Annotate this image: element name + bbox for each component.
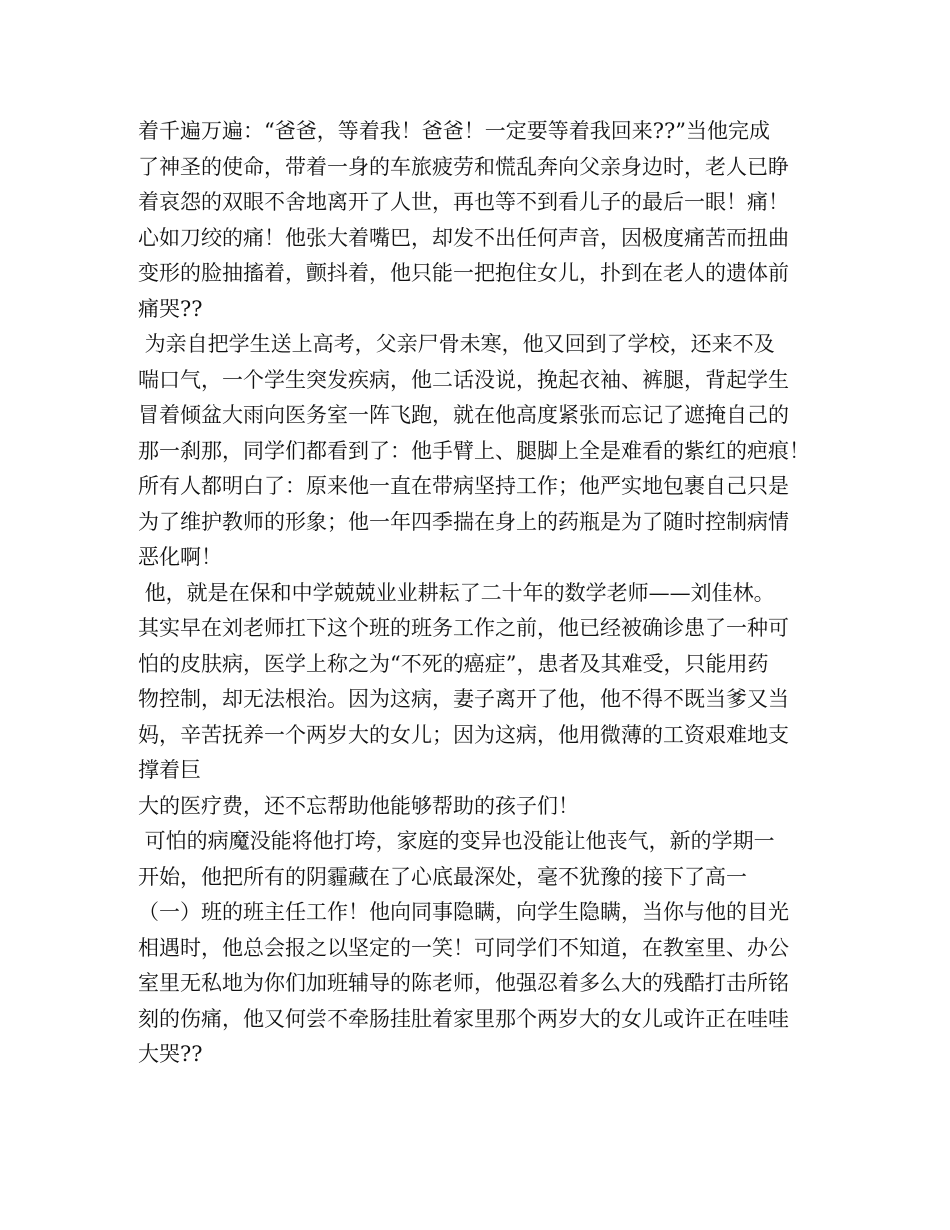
text-line: 变形的脸抽搐着，颤抖着，他只能一把抱住女儿，扑到在老人的遗体前 bbox=[138, 261, 789, 285]
text-line: 心如刀绞的痛！他张大着嘴巴，却发不出任何声音，因极度痛苦而扭曲 bbox=[138, 225, 789, 250]
text-line: 了神圣的使命，带着一身的车旅疲劳和慌乱奔向父亲身边时，老人已睁 bbox=[138, 154, 789, 179]
text-line: 痛哭?? bbox=[138, 296, 203, 321]
text-line: 着千遍万遍：“爸爸，等着我！爸爸！一定要等着我回来??”当他完成 bbox=[138, 119, 770, 143]
text-line: 着哀怨的双眼不舍地离开了人世，再也等不到看儿子的最后一眼！痛！ bbox=[138, 190, 789, 214]
text-line: 妈，辛苦抚养一个两岁大的女儿；因为这病，他用微薄的工资艰难地支 bbox=[138, 722, 789, 747]
text-line: 开始，他把所有的阴霾藏在了心底最深处，毫不犹豫的接下了高一 bbox=[138, 864, 747, 889]
text-line: 那一刹那，同学们都看到了：他手臂上、腿脚上全是难看的紫红的疤痕！ bbox=[138, 438, 810, 463]
text-line: 其实早在刘老师扛下这个班的班务工作之前，他已经被确诊患了一种可 bbox=[138, 616, 789, 640]
text-line: （一）班的班主任工作！他向同事隐瞒，向学生隐瞒，当你与他的目光 bbox=[138, 900, 789, 924]
text-line: 所有人都明白了：原来他一直在带病坚持工作；他严实地包裹自己只是 bbox=[138, 474, 789, 498]
text-line: 可怕的病魔没能将他打垮，家庭的变异也没能让他丧气，新的学期一 bbox=[138, 829, 775, 853]
text-line: 为亲自把学生送上高考，父亲尸骨未寒，他又回到了学校，还来不及 bbox=[138, 332, 775, 356]
body-text bbox=[138, 114, 838, 1073]
text-line: 冒着倾盆大雨向医务室一阵飞跑，就在他高度紧张而忘记了遮掩自己的 bbox=[138, 403, 789, 427]
text-line: 喘口气，一个学生突发疾病，他二话没说，挽起衣袖、裤腿，背起学生 bbox=[138, 367, 789, 392]
text-line: 恶化啊！ bbox=[138, 545, 222, 569]
text-line: 大的医疗费，还不忘帮助他能够帮助的孩子们！ bbox=[138, 793, 579, 818]
text-line: 相遇时，他总会报之以坚定的一笑！可同学们不知道，在教室里、办公 bbox=[138, 935, 789, 960]
text-line: 室里无私地为你们加班辅导的陈老师，他强忍着多么大的残酷打击所铭 bbox=[138, 971, 789, 995]
text-line: 他，就是在保和中学兢兢业业耕耘了二十年的数学老师——刘佳林。 bbox=[138, 580, 775, 605]
text-line: 撑着巨 bbox=[138, 758, 201, 782]
text-line: 大哭?? bbox=[138, 1042, 203, 1066]
text-line: 为了维护教师的形象；他一年四季揣在身上的药瓶是为了随时控制病情 bbox=[138, 509, 789, 534]
text-line: 怕的皮肤病，医学上称之为“不死的癌症”，患者及其难受，只能用药 bbox=[138, 651, 769, 676]
text-line: 物控制，却无法根治。因为这病，妻子离开了他，他不得不既当爹又当 bbox=[138, 687, 789, 711]
text-line: 刻的伤痛，他又何尝不牵肠挂肚着家里那个两岁大的女儿或许正在哇哇 bbox=[138, 1006, 789, 1031]
